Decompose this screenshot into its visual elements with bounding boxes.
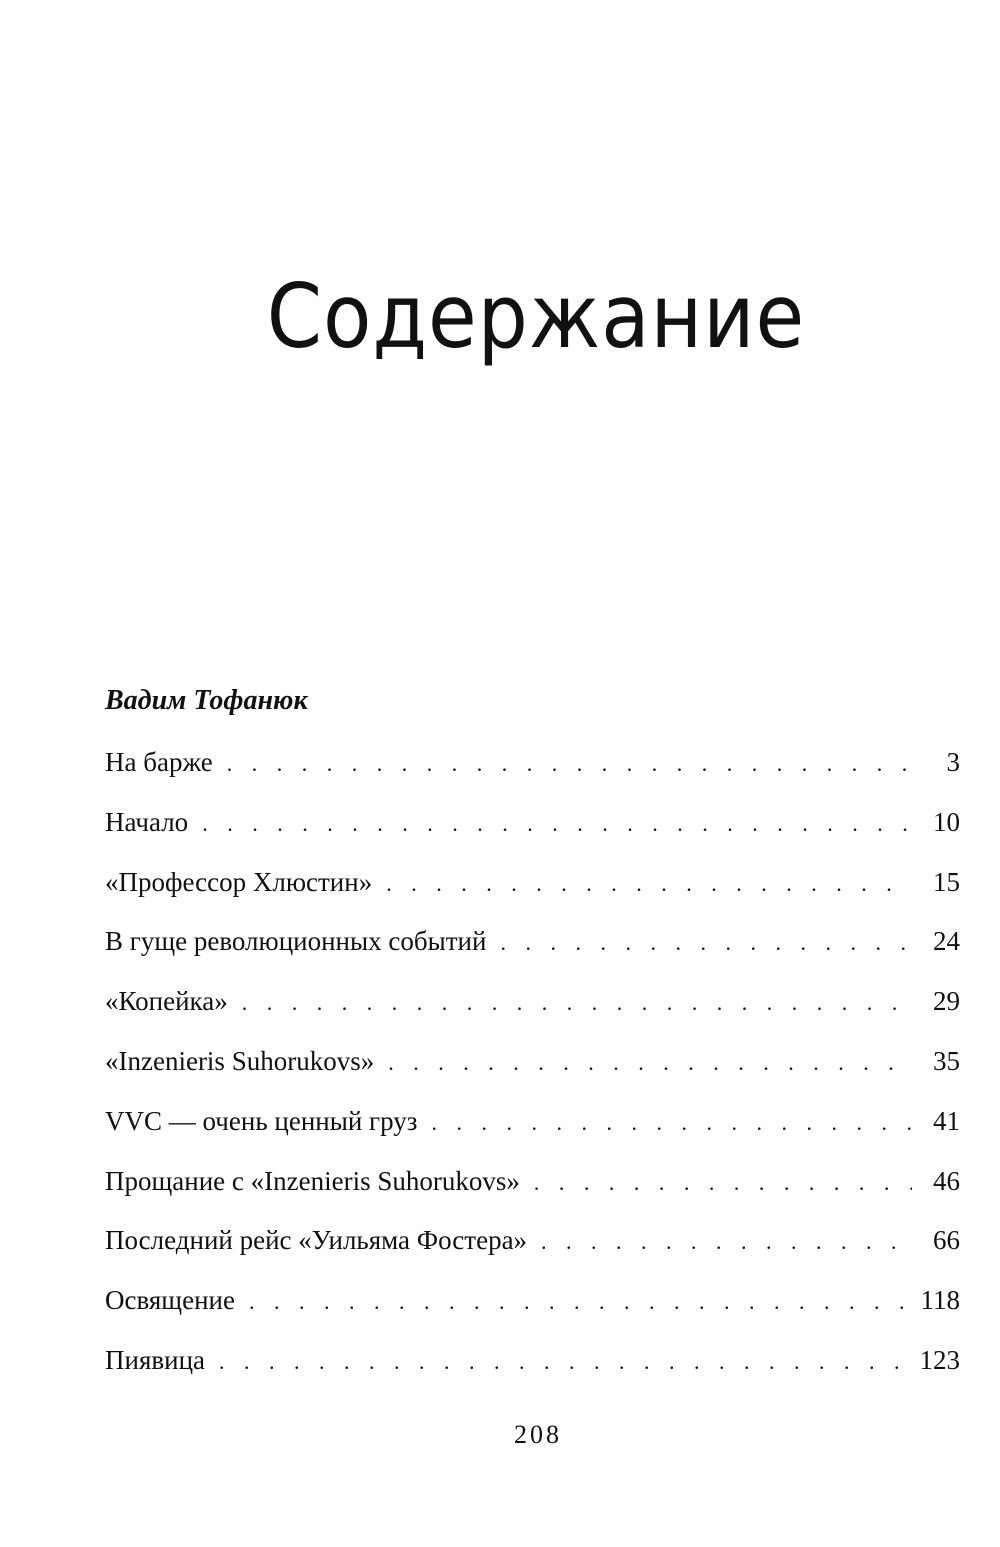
toc-entry-title: Прощание с «Inzenieris Suhorukovs» [105, 1165, 520, 1196]
dot-leader [242, 983, 912, 1023]
dot-leader [541, 1222, 912, 1262]
page-title: Содержание [266, 265, 806, 368]
toc-entry[interactable] [105, 1041, 960, 1101]
toc-entry-title: На барже [105, 747, 213, 777]
toc-entry[interactable] [105, 1220, 960, 1280]
toc-entry-page: 66 [933, 1225, 960, 1256]
toc-entry-page: 10 [933, 806, 960, 837]
toc-entry[interactable] [105, 742, 960, 802]
toc-entry[interactable] [105, 1101, 960, 1161]
dot-leader [249, 1282, 912, 1322]
toc-entry-page: 46 [933, 1165, 960, 1196]
toc-entry[interactable] [105, 802, 960, 862]
toc-entry[interactable] [105, 1340, 960, 1400]
dot-leader [534, 1163, 912, 1203]
section-author: Вадим Тофанюк [105, 685, 308, 716]
dot-leader [202, 804, 912, 844]
toc-entry-title: VVC — очень ценный груз [105, 1105, 418, 1136]
toc-entry-title: «Профессор Хлюстин» [105, 866, 373, 897]
toc-entry[interactable] [105, 1161, 960, 1221]
toc-entry-page: 15 [933, 866, 960, 897]
toc-entry-title: Освящение [105, 1285, 235, 1316]
toc-entry-page: 29 [933, 986, 960, 1017]
toc-entry-title: Начало [105, 806, 189, 837]
toc-entry-page: 41 [933, 1105, 960, 1136]
toc-entry-title: Последний рейс «Уильяма Фостера» [105, 1225, 528, 1256]
toc-entry-title: «Копейка» [105, 986, 228, 1017]
dot-leader [388, 1043, 912, 1083]
toc-entry[interactable] [105, 921, 960, 981]
toc-entry-title: В гуще революционных событий [105, 926, 487, 957]
toc-entry-page: 35 [933, 1045, 960, 1076]
toc-entry[interactable] [105, 981, 960, 1041]
toc-entry-title: «Inzenieris Suhorukovs» [105, 1045, 375, 1076]
dot-leader [386, 864, 912, 904]
toc-entry-page: 24 [933, 926, 960, 957]
toc-entry[interactable] [105, 862, 960, 922]
toc-entry-title: Пиявица [105, 1344, 205, 1375]
toc-entry-page: 123 [919, 1344, 960, 1375]
dot-leader [431, 1103, 912, 1143]
dot-leader [227, 744, 912, 784]
page-number: 208 [514, 1420, 562, 1449]
dot-leader [500, 923, 912, 963]
toc-entry-page: 118 [920, 1285, 960, 1316]
table-of-contents [105, 742, 960, 1400]
dot-leader [219, 1342, 912, 1382]
toc-entry[interactable] [105, 1280, 960, 1340]
toc-entry-page: 3 [946, 747, 960, 777]
